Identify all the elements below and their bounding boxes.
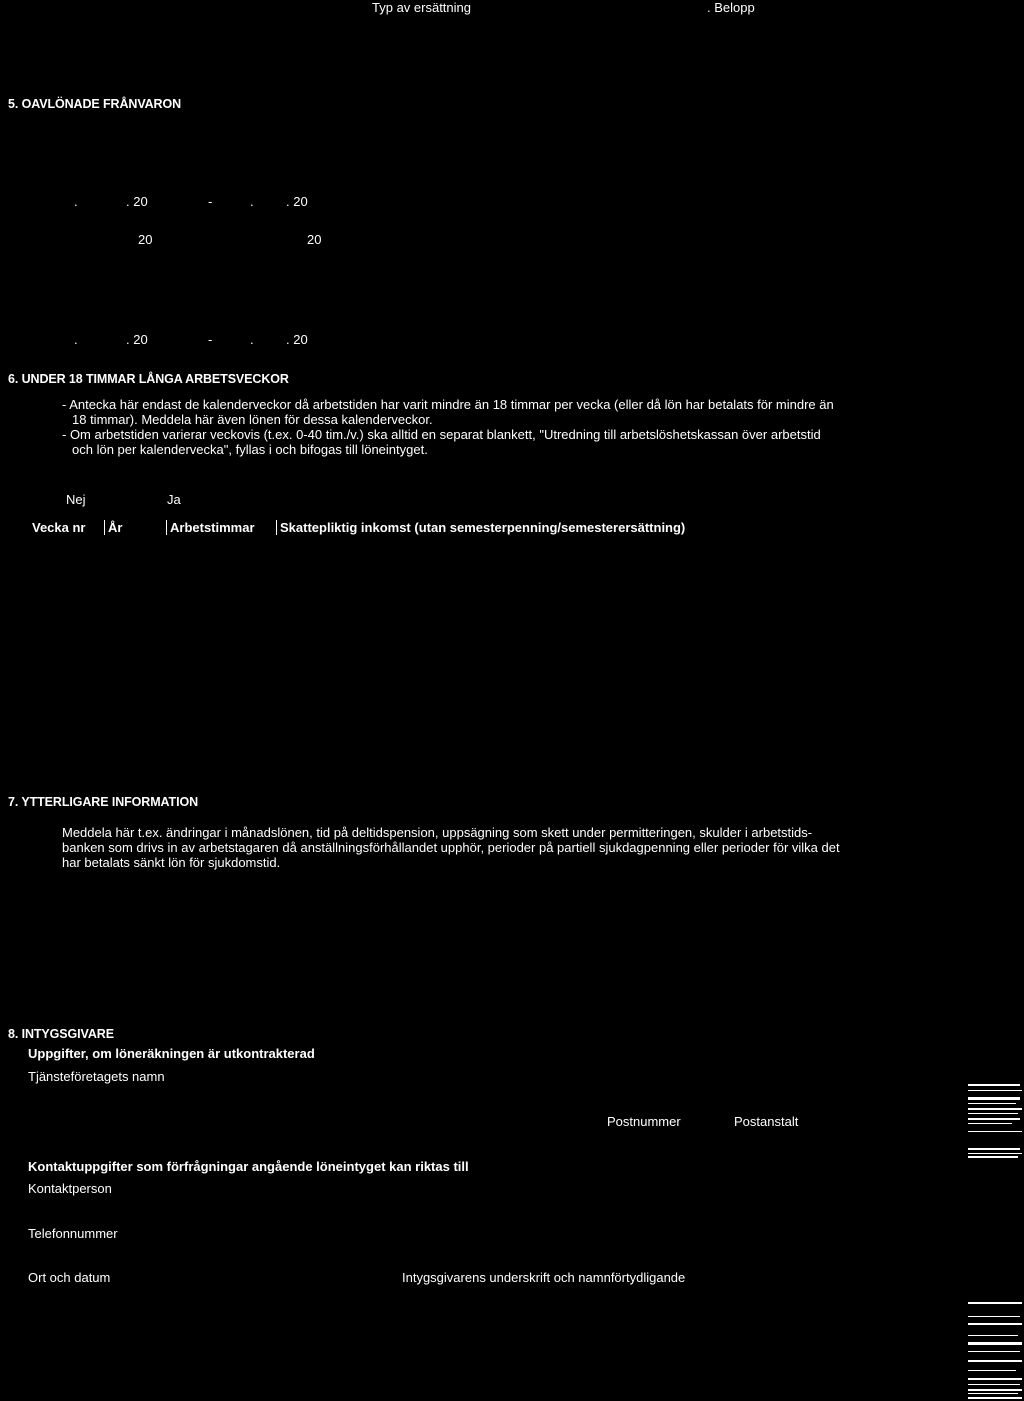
- period-dot: .: [250, 332, 254, 347]
- instruction-line: och lön per kalendervecka", fyllas i och bifogas till löneintyget.: [72, 442, 428, 457]
- column-header-ar-cell: [104, 520, 122, 536]
- postanstalt-label: Postanstalt: [734, 1114, 799, 1129]
- form-barcode-lower: [968, 1298, 1024, 1401]
- column-separator: [276, 520, 277, 535]
- section6-instructions: [62, 397, 834, 457]
- phone-number-label: Telefonnummer: [28, 1226, 118, 1241]
- period-to-year: . 20: [286, 194, 308, 209]
- option-ja-label: Ja: [167, 492, 181, 507]
- column-header-vecka: Vecka nr: [32, 520, 86, 535]
- option-nej-label: Nej: [66, 492, 86, 507]
- contact-heading: Kontaktuppgifter som förfrågningar angående löneintyget kan riktas till: [28, 1159, 469, 1174]
- column-separator: [166, 520, 167, 535]
- period-dot: .: [74, 194, 78, 209]
- company-name-label: Tjänsteföretagets namn: [28, 1069, 165, 1084]
- column-separator: [104, 520, 105, 535]
- signature-label: Intygsgivarens underskrift och namnförtydligande: [402, 1270, 686, 1285]
- instruction-line: 18 timmar). Meddela här även lönen för dessa kalenderveckor.: [72, 412, 433, 427]
- section7-title: 7. YTTERLIGARE INFORMATION: [8, 795, 198, 809]
- place-date-label: Ort och datum: [28, 1270, 111, 1285]
- section6-title: 6. UNDER 18 TIMMAR LÅNGA ARBETSVECKOR: [8, 372, 289, 386]
- period-dot: .: [250, 194, 254, 209]
- column-header-inkomst: Skattepliktig inkomst (utan semesterpenning/semesterersättning): [280, 520, 686, 535]
- form-barcode-upper: [968, 1082, 1024, 1160]
- period-dash: -: [208, 194, 213, 209]
- period-dash: -: [208, 332, 213, 347]
- instruction-line: - Om arbetstiden varierar veckovis (t.ex. 0-40 tim./v.) ska alltid en separat blankett, "Utredning till arbetslöshetskassan över arbetstid: [62, 427, 821, 442]
- period-from-year: 20: [138, 232, 153, 247]
- section5-title: 5. OAVLÖNADE FRÅNVARON: [8, 97, 182, 111]
- period-from-year: . 20: [126, 332, 148, 347]
- column-header-inkomst-cell: [276, 520, 685, 536]
- belopp-label: . Belopp: [707, 0, 755, 15]
- instruction-line: har betalats sänkt lön för sjukdomstid.: [62, 855, 281, 870]
- instruction-line: - Antecka här endast de kalenderveckor då arbetstiden har varit mindre än 18 timmar per vecka (eller då lön har betalats för mindre än: [62, 397, 834, 412]
- period-to-year: 20: [307, 232, 322, 247]
- column-header-arbetstimmar: Arbetstimmar: [170, 520, 255, 535]
- postnummer-label: Postnummer: [607, 1114, 681, 1129]
- section7-instructions: [62, 825, 840, 870]
- instruction-line: banken som drivs in av arbetstagaren då anställningsförhållandet upphör, perioder på partiell sjukdagpenning eller perioder för vilka det: [62, 840, 840, 855]
- outsourced-heading: Uppgifter, om löneräkningen är utkontrakterad: [28, 1046, 315, 1061]
- period-from-year: . 20: [126, 194, 148, 209]
- typ-av-ersattning-label: Typ av ersättning: [372, 0, 471, 15]
- period-to-year: . 20: [286, 332, 308, 347]
- column-header-ar: År: [108, 520, 123, 535]
- instruction-line: Meddela här t.ex. ändringar i månadslönen, tid på deltidspension, uppsägning som skett under permitteringen, skulder i arbetstids-: [62, 825, 813, 840]
- contact-person-label: Kontaktperson: [28, 1181, 112, 1196]
- section8-title: 8. INTYGSGIVARE: [8, 1027, 114, 1041]
- period-dot: .: [74, 332, 78, 347]
- column-header-timmar-cell: [166, 520, 255, 536]
